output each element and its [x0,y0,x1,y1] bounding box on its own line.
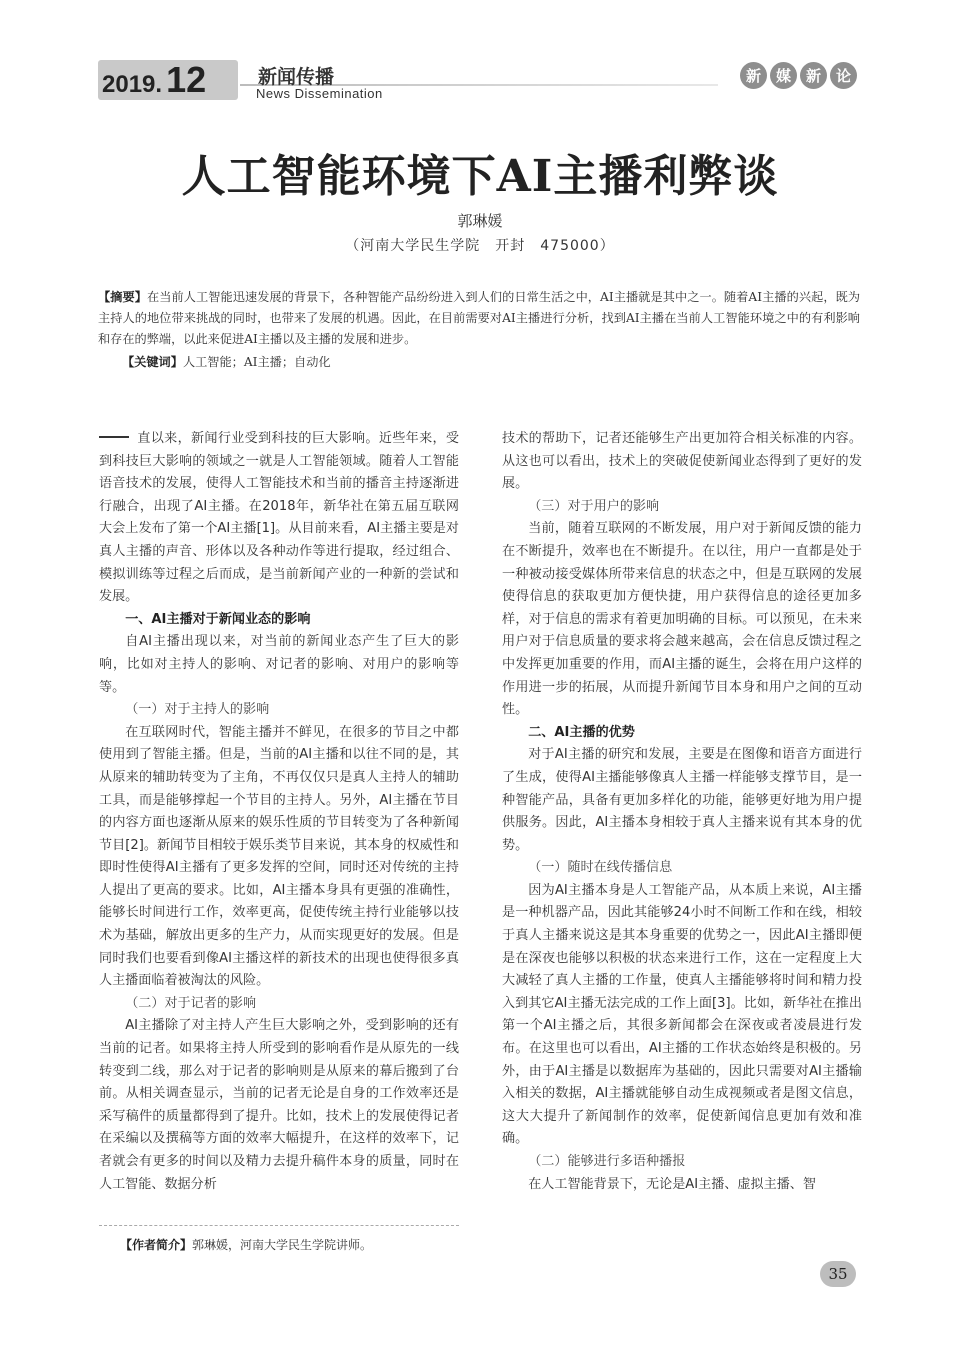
circle-tag: 新 [800,62,827,89]
abstract-text: 在当前人工智能迅速发展的背景下，各种智能产品纷纷进入到人们的日常生活之中，AI主播就是其中之一。随着AI主播的兴起，既为主持人的地位带来挑战的同时，也带来了发展的机遇。因此，在目前需要对AI主播进行分析，找到AI主播在当前人工智能环境之中的有利影响和存在的弊端，以此来促进AI主播以及主播的发展和进步。 [98,290,861,346]
author-bio-text: 郭琳媛，河南大学民生学院讲师。 [192,1238,373,1252]
subsection-heading: （二）对于记者的影响 [125,995,257,1011]
paragraph: 在互联网时代，智能主播并不鲜见，在很多的节目之中都使用到了智能主播。但是，当前的AI主播和以往不同的是，其从原来的辅助转变为了主角，不再仅仅只是真人主持人的辅助工具，而是能够撑起一个节目的主持人。另外，AI主播在节目的内容方面也逐渐从原来的娱乐性质的节目转变为了各种新闻节目[2]。新闻节目相较于娱乐类节目来说，其本身的权威性和即时性使得AI主播有了更多发挥的空间，同时还对传统的主持人提出了更高的要求。比如，AI主播本身具有更强的准确性，能够长时间进行工作，效率更高，促使传统主持行业能够以技术为基础，解放出更多的生产力，从而实现更好的发展。但是同时我们也要看到像AI主播这样的新技术的出现也使得很多真人主播面临着被淘汰的风险。 [99,724,459,989]
issue-dot: . [155,71,163,98]
paragraph: 因为AI主播本身是人工智能产品，从本质上来说，AI主播是一种机器产品，因此其能够24小时不间断工作和在线，相较于真人主播来说这是其本身重要的优势之一，因此AI主播即便是在深夜也能够以积极的状态来进行工作，这在一定程度上大大减轻了真人主播的工作量，使真人主播能够将时间和精力投入到其它AI主播无法完成的工作上面[3]。比如，新华社在推出第一个AI主播之后，其很多新闻都会在深夜或者凌晨进行发布。在这里也可以看出，AI主播的工作状态始终是积极的。另外，由于AI主播是以数据库为基础的，因此只需要对AI主播输入相关的数据，AI主播就能够自动生成视频或者是图文信息，这大大提升了新闻制作的效率，促使新闻信息更加有效和准确。 [502,882,862,1147]
dropcap-rule [99,436,129,438]
body-column-left [99,428,459,1196]
circle-tag: 媒 [770,62,797,89]
paragraph: 技术的帮助下，记者还能够生产出更加符合相关标准的内容。从这也可以看出，技术上的突破促使新闻业态得到了更好的发展。 [502,431,862,492]
column-name-en: News Dissemination [256,86,383,101]
paragraph: 自AI主播出现以来，对当前的新闻业态产生了巨大的影响，比如对主持人的影响、对记者的影响、对用户的影响等等。 [99,634,459,695]
section-heading: 二、AI主播的优势 [528,724,635,740]
paragraph: 在人工智能背景下，无论是AI主播、虚拟主播、智 [528,1176,816,1192]
author-affiliation: （河南大学民生学院 开封 475000） [345,238,615,254]
abstract-label: 【摘要】 [98,290,147,304]
column-tag-circles [740,62,857,89]
page-number: 35 [820,1261,856,1287]
article-title: 人工智能环境下AI主播利弊谈 [181,151,779,202]
paragraph: 当前，随着互联网的不断发展，用户对于新闻反馈的能力在不断提升，效率也在不断提升。在以往，用户一直都是处于一种被动接受媒体所带来信息的状态之中，但是互联网的发展使得信息的获取更加方便快捷，用户获得信息的途径更加多样，对于信息的需求有着更加明确的目标。可以预见，在未来用户对于信息质量的要求将会越来越高，会在信息反馈过程之中发挥更加重要的作用，而AI主播的诞生，会将在用户这样的作用进一步的拓展，从而提升新闻节目本身和用户之间的互动性。 [502,521,862,718]
author-bio-label: 【作者简介】 [120,1238,193,1252]
column-name-cn: 新闻传播 [258,66,335,88]
circle-tag: 论 [830,62,857,89]
keywords-label: 【关键词】 [122,355,183,369]
subsection-heading: （一）对于主持人的影响 [125,702,270,718]
paragraph: AI主播除了对主持人产生巨大影响之外，受到影响的还有当前的记者。如果将主持人所受到的影响看作是从原先的一线转变到二线，那么对于记者的影响则是从原来的幕后搬到了台前。从相关调查显示，当前的记者无论是自身的工作效率还是采写稿件的质量都得到了提升。比如，技术上的发展使得记者在采编以及撰稿等方面的效率大幅提升，在这样的效率下，记者就会有更多的时间以及精力去提升稿件本身的质量，同时在人工智能、数据分析 [99,1018,459,1192]
subsection-heading: （二）能够进行多语种播报 [528,1154,686,1169]
author-bio [120,1236,372,1253]
paragraph [99,428,459,609]
circle-tag: 新 [740,62,767,89]
keywords-text: 人工智能；AI主播；自动化 [182,355,331,369]
subsection-heading: （三）对于用户的影响 [528,498,660,514]
issue-badge [98,60,238,100]
section-heading: 一、AI主播对于新闻业态的影响 [125,611,311,627]
subsection-heading: （一）随时在线传播信息 [528,860,673,876]
body-column-right [502,428,862,1196]
paragraph: 对于AI主播的研究和发展，主要是在图像和语音方面进行了生成，使得AI主播能够像真人主播一样能够支撑节目，是一种智能产品，具备有更加多样化的功能，能够更好地为用户提供服务。因此，AI主播本身相较于真人主播来说有其本身的优势。 [502,747,862,853]
keywords [122,353,331,370]
issue-year: 2019 [102,71,156,98]
issue-month: 12 [166,59,207,100]
paragraph-text: 直以来，新闻行业受到科技的巨大影响。近些年来，受到科技巨大影响的领域之一就是人工智能领域。随着人工智能语音技术的发展，使得人工智能技术和当前的播音主持逐渐进行融合，出现了AI主播。在2018年，新华社在第五届互联网大会上发布了第一个AI主播[1]。从目前来看，AI主播主要是对真人主播的声音、形体以及各种动作等进行提取，经过组合、模拟训练等过程之后而成，是当前新闻产业的一种新的尝试和发展。 [99,431,459,605]
article-author: 郭琳媛 [457,212,503,230]
footnote-rule [99,1225,459,1226]
abstract [98,287,860,350]
